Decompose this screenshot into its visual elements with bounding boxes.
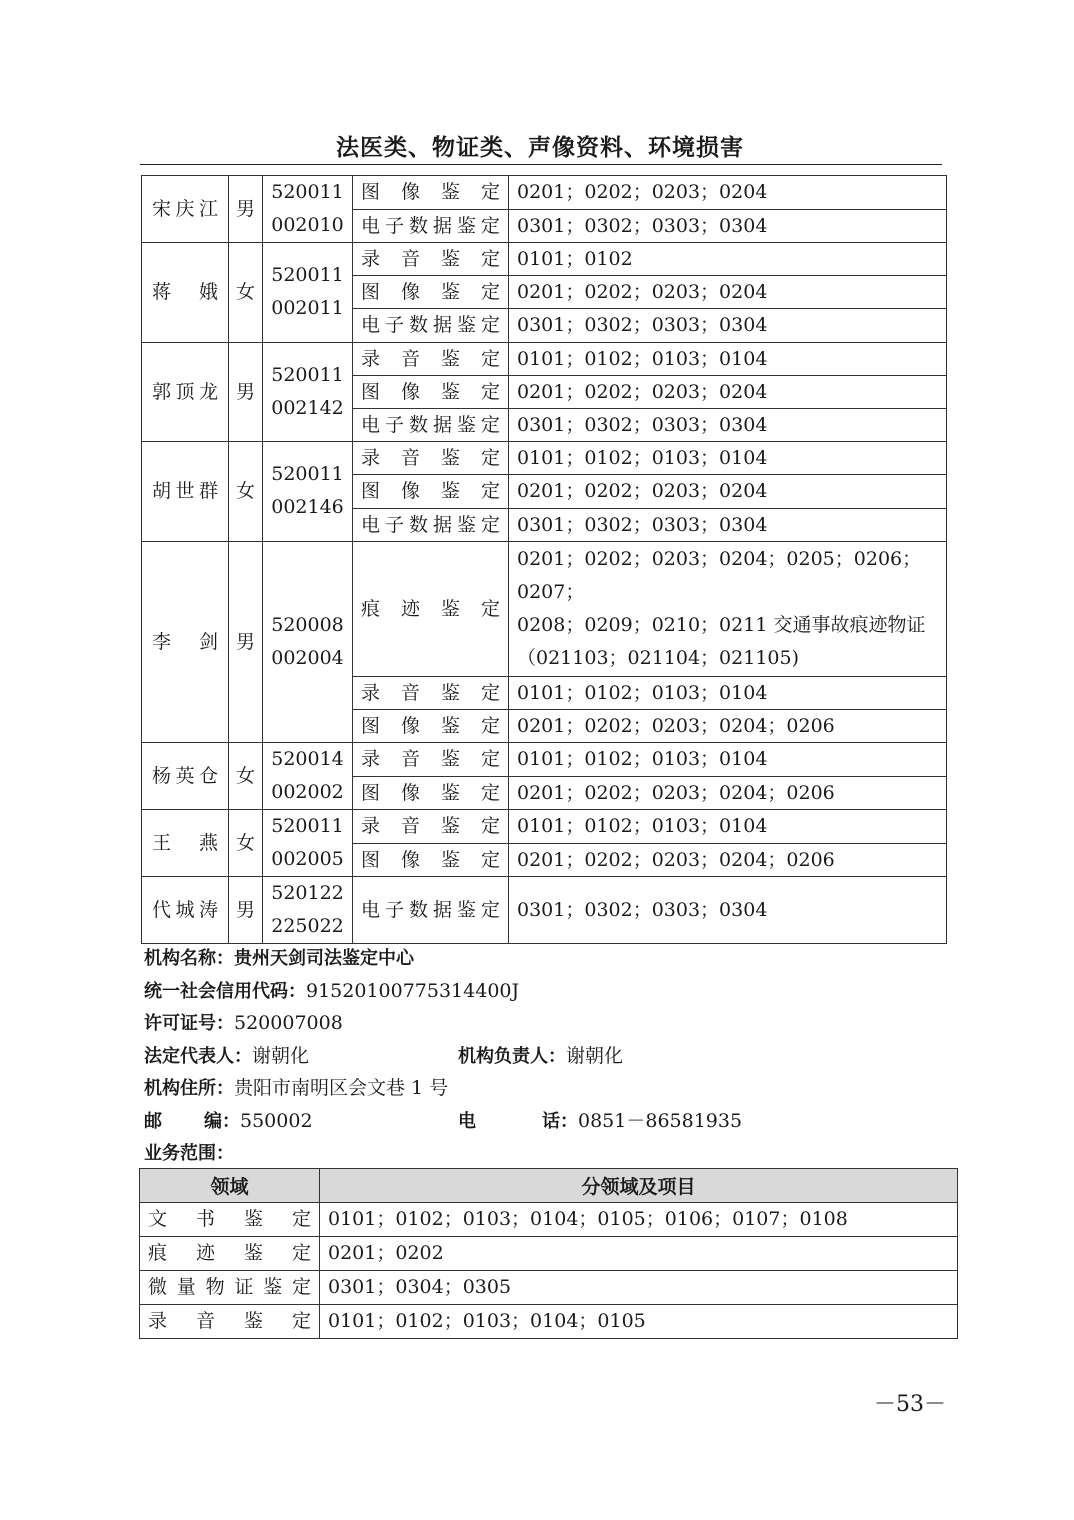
expert-gender: 女: [229, 442, 263, 542]
appraisal-codes: 0201；0202；0203；0204；0206: [509, 776, 947, 810]
appraisal-type-text: 电 子 数 据 鉴 定: [361, 314, 500, 337]
scope-items: 0101；0102；0103；0104；0105: [320, 1305, 958, 1339]
cert-number-top: 520014: [271, 748, 344, 771]
scope-field-text: 痕 迹 鉴 定: [148, 1242, 311, 1264]
credit-code-label: 统一社会信用代码：: [144, 980, 306, 1002]
appraisal-codes: [509, 541, 947, 676]
cert-number-bottom: 002005: [271, 848, 344, 871]
cert-number-bottom: 002142: [271, 396, 344, 419]
expert-name-text: 郭 顶 龙: [152, 380, 218, 403]
appraisal-codes: 0301；0302；0303；0304: [509, 309, 947, 342]
appraisal-type-text: 录 音 鉴 定: [361, 248, 500, 271]
expert-name-text: 杨 英 仓: [152, 765, 218, 788]
expert-name: [142, 342, 229, 442]
cert-number-bottom: 002010: [271, 214, 344, 236]
expert-name-text: 宋 庆 江: [152, 198, 218, 220]
expert-name-text: 代 城 涛: [152, 899, 218, 922]
expert-name: [142, 743, 229, 810]
appraisal-type-text: 图 像 鉴 定: [361, 181, 500, 204]
credit-code-line: [144, 975, 944, 1008]
expert-cert-number: [263, 442, 353, 542]
appraisal-type: [353, 375, 509, 408]
phone-label-b: 话：: [542, 1110, 578, 1132]
appraisal-type-text: 录 音 鉴 定: [361, 447, 500, 470]
expert-row: [142, 176, 947, 210]
appraisal-codes: 0201；0202；0203；0204: [509, 375, 947, 408]
appraisal-type: [353, 408, 509, 441]
appraisal-codes-line: 0208；0209；0210；0211 交通事故痕迹物证: [517, 613, 926, 636]
scope-table-body: [140, 1203, 958, 1339]
scope-field: [140, 1237, 320, 1271]
experts-table: [141, 175, 947, 944]
appraisal-type: [353, 176, 509, 210]
legal-rep-label: 法定代表人：: [144, 1045, 252, 1067]
appraisal-type-text: 电 子 数 据 鉴 定: [361, 214, 500, 237]
appraisal-codes: 0101；0102；0103；0104: [509, 810, 947, 844]
expert-row: [142, 342, 947, 375]
org-head: 谢朝化: [566, 1044, 624, 1067]
scope-field: [140, 1305, 320, 1339]
appraisal-codes: 0301；0302；0303；0304: [509, 209, 947, 243]
expert-name: [142, 243, 229, 343]
org-name-line: [144, 942, 944, 975]
appraisal-type: [353, 342, 509, 375]
cert-number-bottom: 002002: [271, 781, 344, 804]
expert-name-text: 王 燕: [152, 832, 218, 855]
appraisal-type-text: 图 像 鉴 定: [361, 380, 500, 403]
expert-cert-number: [263, 743, 353, 810]
appraisal-type-text: 录 音 鉴 定: [361, 815, 500, 838]
scope-row: [140, 1237, 958, 1271]
postcode-label-b: 编：: [204, 1110, 240, 1132]
license-number: 520007008: [234, 1012, 343, 1034]
expert-cert-number: [263, 176, 353, 243]
appraisal-codes: 0101；0102: [509, 243, 947, 276]
appraisal-codes: 0101；0102；0103；0104: [509, 676, 947, 709]
appraisal-codes: 0101；0102；0103；0104: [509, 442, 947, 475]
expert-row: [142, 442, 947, 475]
license-label: 许可证号：: [144, 1013, 234, 1034]
scope-row: [140, 1271, 958, 1305]
expert-name: [142, 810, 229, 877]
appraisal-type-text: 图 像 鉴 定: [361, 480, 500, 503]
page-number: －53－: [874, 1392, 946, 1417]
scope-items: 0201；0202: [320, 1237, 958, 1271]
scope-label-line: [144, 1137, 944, 1170]
cert-number-top: 520011: [271, 463, 344, 486]
expert-gender: 男: [229, 176, 263, 243]
cert-number-top: 520011: [271, 264, 344, 287]
scope-field-text: 录 音 鉴 定: [148, 1310, 311, 1332]
appraisal-type: [353, 541, 509, 676]
org-head-label: 机构负责人：: [458, 1045, 566, 1067]
expert-name-text: 李 剑: [152, 630, 218, 653]
appraisal-type-text: 痕 迹 鉴 定: [361, 597, 500, 620]
legal-rep: 谢朝化: [252, 1044, 310, 1067]
appraisal-type: [353, 508, 509, 541]
expert-gender: 男: [229, 877, 263, 944]
appraisal-type-text: 图 像 鉴 定: [361, 848, 500, 871]
expert-row: [142, 243, 947, 276]
expert-name-text: 蒋 娥: [152, 281, 218, 304]
scope-items: 0101；0102；0103；0104；0105；0106；0107；0108: [320, 1203, 958, 1237]
appraisal-type: [353, 309, 509, 342]
experts-table-body: [142, 176, 947, 944]
address-line: [144, 1072, 944, 1105]
appraisal-codes: 0101；0102；0103；0104: [509, 342, 947, 375]
scope-field-text: 文 书 鉴 定: [148, 1208, 311, 1230]
expert-gender: 男: [229, 342, 263, 442]
expert-cert-number: [263, 243, 353, 343]
appraisal-type: [353, 743, 509, 777]
appraisal-type-text: 图 像 鉴 定: [361, 714, 500, 737]
expert-cert-number: [263, 877, 353, 944]
appraisal-codes: 0201；0202；0203；0204: [509, 276, 947, 309]
appraisal-type: [353, 843, 509, 877]
representative-line: [144, 1040, 944, 1073]
expert-gender: 女: [229, 810, 263, 877]
expert-name: [142, 176, 229, 243]
appraisal-type: [353, 810, 509, 844]
phone: 0851－86581935: [578, 1109, 743, 1132]
appraisal-type: [353, 243, 509, 276]
cert-number-top: 520011: [271, 815, 344, 838]
scope-items: 0301；0304；0305: [320, 1271, 958, 1305]
expert-row: [142, 877, 947, 944]
appraisal-codes: 0201；0202；0203；0204；0206: [509, 843, 947, 877]
appraisal-type: [353, 475, 509, 508]
appraisal-type: [353, 877, 509, 944]
appraisal-type-text: 电 子 数 据 鉴 定: [361, 899, 500, 922]
cert-number-bottom: 002011: [271, 297, 344, 320]
appraisal-type-text: 图 像 鉴 定: [361, 281, 500, 304]
address: 贵阳市南明区会文巷 1 号: [234, 1077, 449, 1099]
appraisal-type-text: 录 音 鉴 定: [361, 681, 500, 704]
expert-name: [142, 442, 229, 542]
appraisal-type-text: 图 像 鉴 定: [361, 781, 500, 804]
credit-code: 91520100775314400J: [306, 979, 520, 1002]
appraisal-type-text: 电 子 数 据 鉴 定: [361, 513, 500, 536]
expert-cert-number: [263, 810, 353, 877]
appraisal-codes: 0301；0302；0303；0304: [509, 408, 947, 441]
scope-field-text: 微 量 物 证 鉴 定: [148, 1276, 311, 1298]
cert-number-top: 520011: [271, 363, 344, 386]
org-name-label: 机构名称：: [144, 948, 234, 969]
appraisal-codes: 0301；0302；0303；0304: [509, 508, 947, 541]
cert-number-top: 520011: [271, 181, 344, 203]
postcode-phone-line: [144, 1105, 944, 1138]
scope-table: [139, 1168, 958, 1339]
cert-number-top: 520122: [271, 882, 344, 905]
expert-name: [142, 541, 229, 742]
expert-name: [142, 877, 229, 944]
expert-gender: 女: [229, 743, 263, 810]
appraisal-type: [353, 709, 509, 742]
expert-gender: 女: [229, 243, 263, 343]
org-name: 贵州天剑司法鉴定中心: [234, 948, 414, 969]
appraisal-type-text: 录 音 鉴 定: [361, 347, 500, 370]
scope-header-items: 分领域及项目: [320, 1169, 958, 1203]
expert-row: [142, 743, 947, 777]
appraisal-codes-line: 0201；0202；0203；0204；0205；0206；0207；: [517, 547, 922, 603]
appraisal-codes: 0201；0202；0203；0204；0206: [509, 709, 947, 742]
cert-number-bottom: 225022: [271, 915, 344, 938]
appraisal-type: [353, 442, 509, 475]
appraisal-type: [353, 209, 509, 243]
expert-gender: 男: [229, 541, 263, 742]
appraisal-codes: 0101；0102；0103；0104: [509, 743, 947, 777]
scope-field: [140, 1271, 320, 1305]
expert-cert-number: [263, 541, 353, 742]
scope-row: [140, 1203, 958, 1237]
scope-header-field: 领域: [140, 1169, 320, 1203]
appraisal-type: [353, 776, 509, 810]
expert-name-text: 胡 世 群: [152, 480, 218, 503]
appraisal-type-text: 录 音 鉴 定: [361, 748, 500, 771]
license-line: [144, 1007, 944, 1040]
appraisal-type-text: 电 子 数 据 鉴 定: [361, 414, 500, 437]
postcode-label-a: 邮: [144, 1110, 162, 1132]
phone-label-a: 电: [458, 1110, 476, 1132]
cert-number-bottom: 002146: [271, 496, 344, 519]
appraisal-type: [353, 276, 509, 309]
address-label: 机构住所：: [144, 1078, 234, 1099]
scope-label: 业务范围：: [144, 1143, 234, 1164]
appraisal-codes-line: （021103；021104；021105): [517, 646, 800, 669]
appraisal-codes: 0301；0302；0303；0304: [509, 877, 947, 944]
expert-row: [142, 810, 947, 844]
scope-row: [140, 1305, 958, 1339]
cert-number-bottom: 002004: [271, 646, 344, 669]
scope-field: [140, 1203, 320, 1237]
appraisal-codes: 0201；0202；0203；0204: [509, 176, 947, 210]
page-header-title: 法医类、物证类、声像资料、环境损害: [336, 134, 744, 161]
expert-cert-number: [263, 342, 353, 442]
appraisal-codes: 0201；0202；0203；0204: [509, 475, 947, 508]
org-info: [144, 942, 944, 1170]
header-rule: [140, 164, 942, 165]
appraisal-type: [353, 676, 509, 709]
expert-row: [142, 541, 947, 676]
cert-number-top: 520008: [271, 613, 344, 636]
postcode: 550002: [240, 1109, 313, 1132]
scope-header-row: [140, 1169, 958, 1203]
